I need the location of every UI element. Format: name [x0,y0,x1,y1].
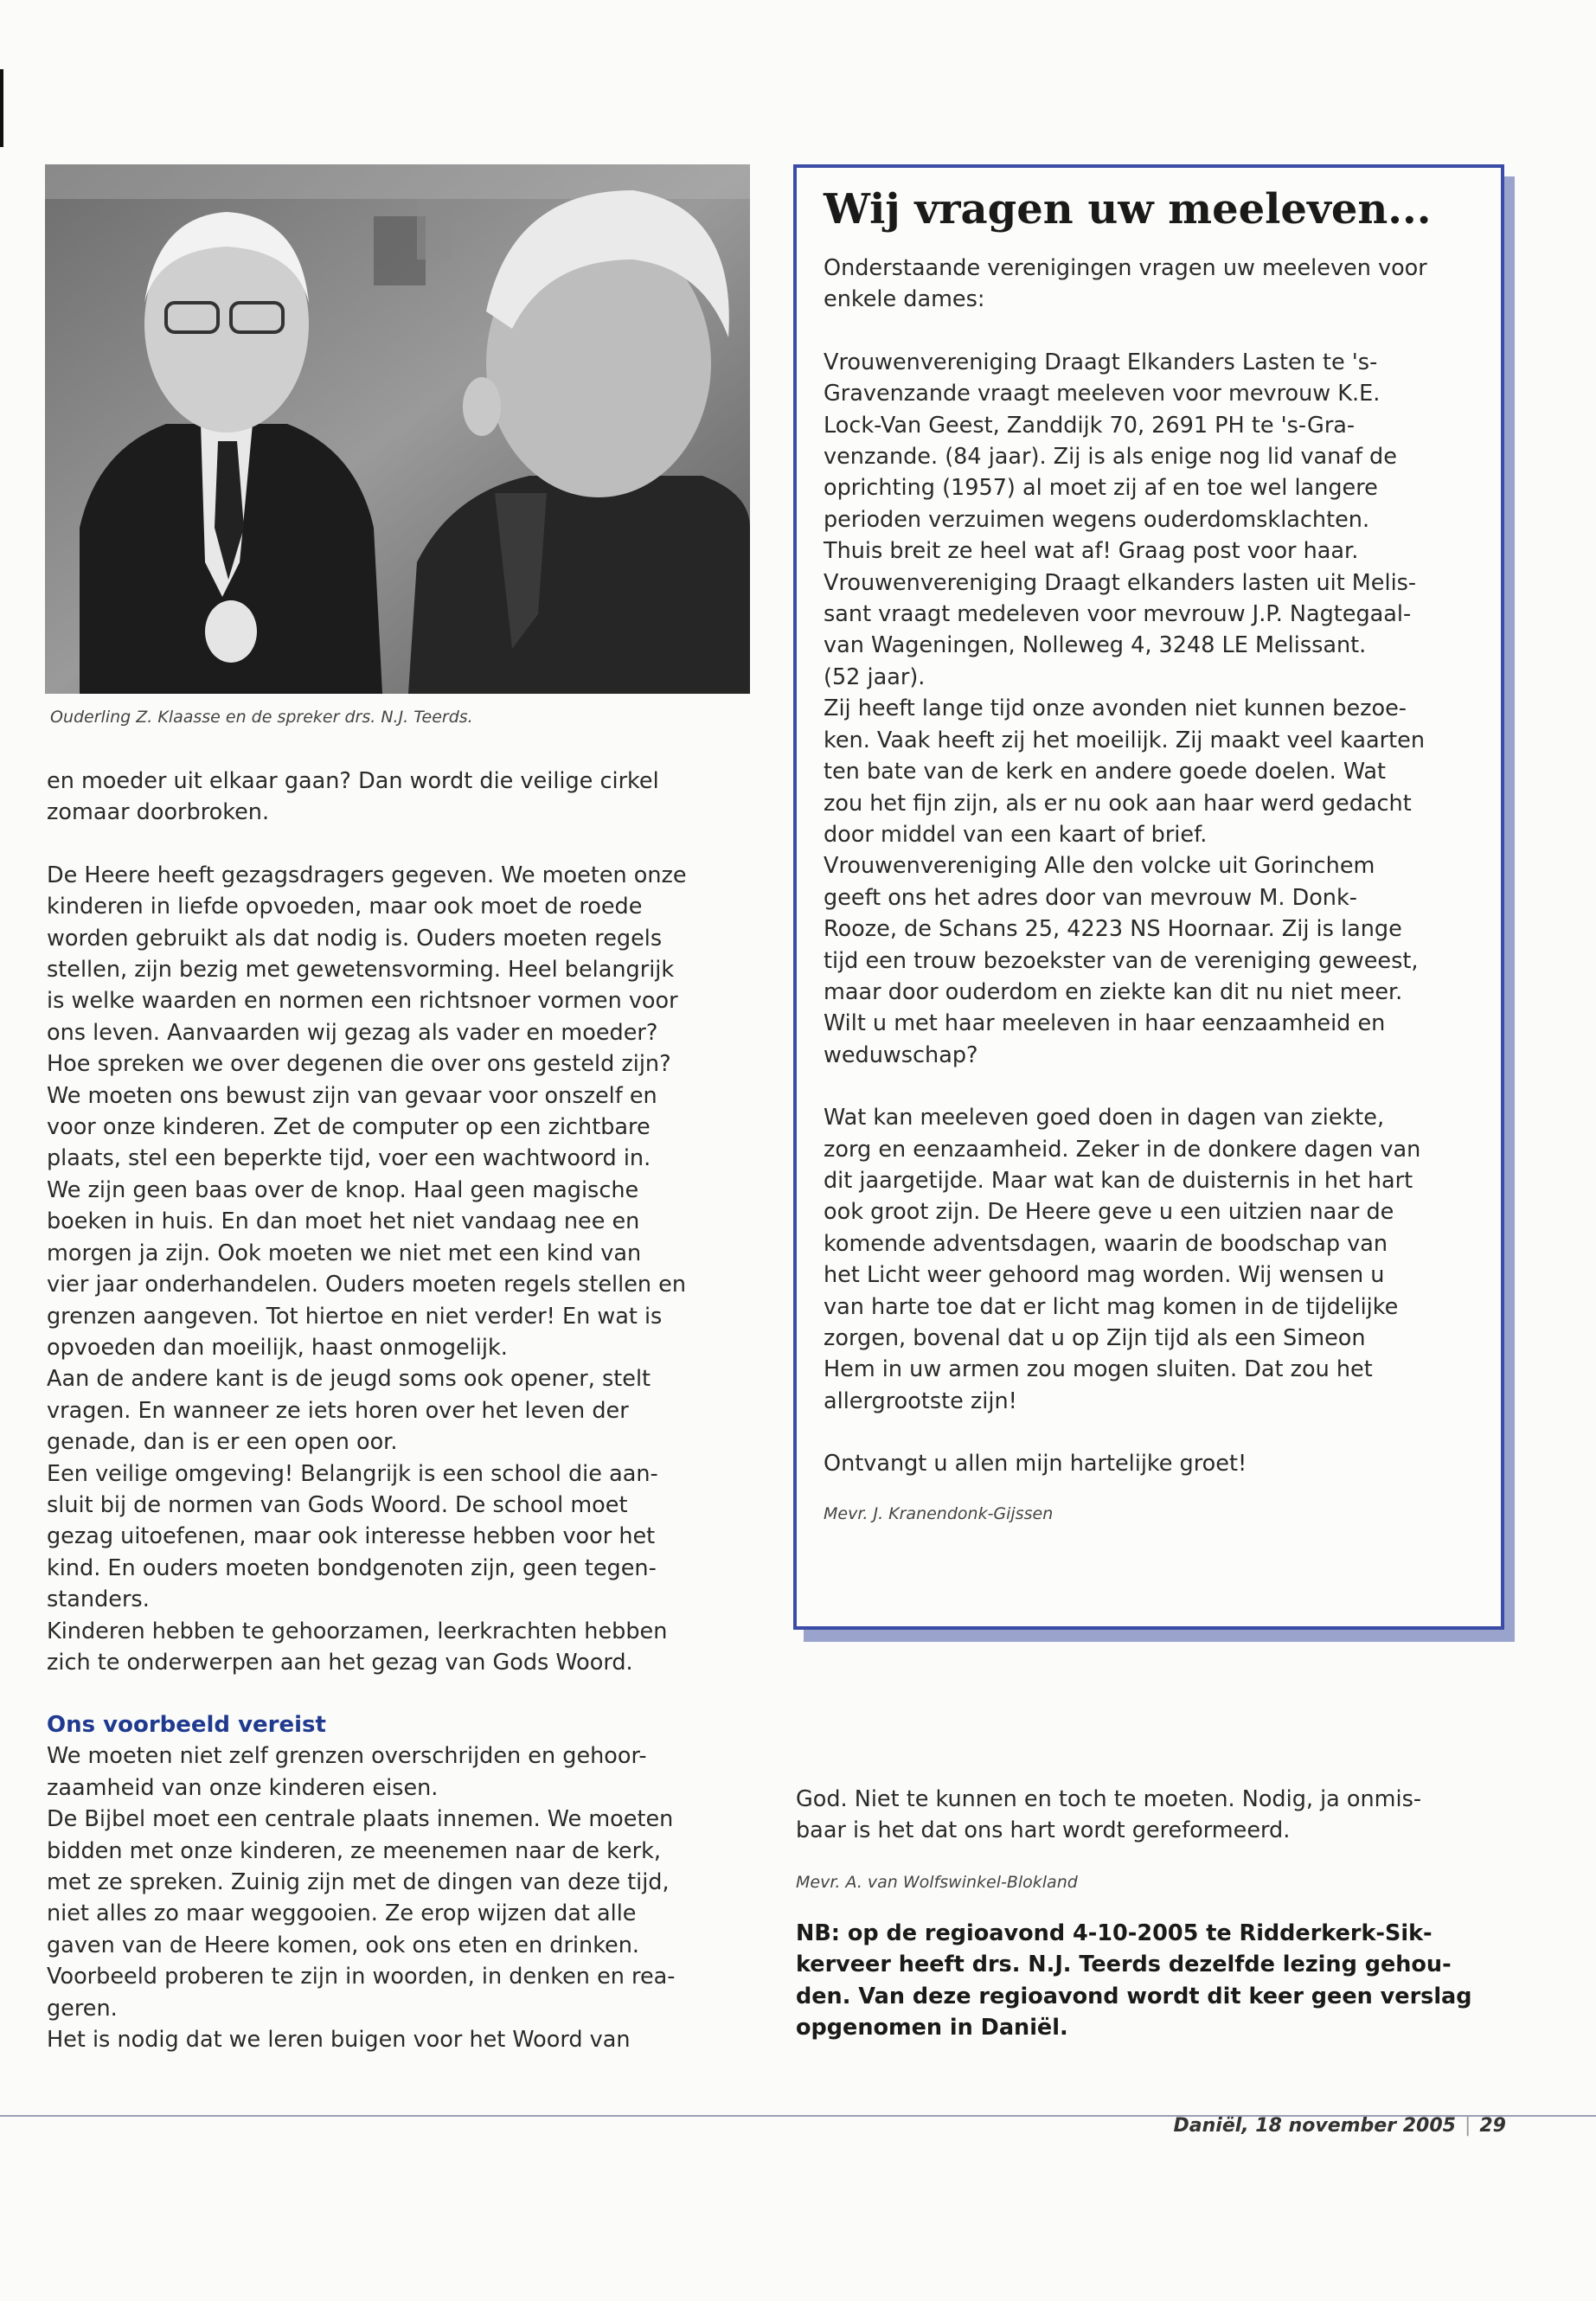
sidebar-intro [824,253,1481,316]
text-line: stellen, zijn bezig met gewetensvorming. Heel belangrijk [47,957,675,984]
page-edge-mark [0,69,3,147]
text-line: NB: op de regioavond 4-10-2005 te Ridderkerk-Sik- [796,1920,1433,1946]
left-column [47,766,752,2055]
article-signature: Mevr. A. van Wolfswinkel-Blokland [796,1872,1078,1892]
text-line: met ze spreken. Zuinig zijn met de dingen van deze tijd, [47,1869,670,1895]
text-line: We zijn geen baas over de knop. Haal geen magische [47,1176,639,1203]
text-line: komende adventsdagen, waarin de boodschap van [824,1230,1388,1257]
text-line: Hoe spreken we over degenen die over ons gesteld zijn? [47,1051,671,1078]
text-line: geren. [47,1995,118,2022]
text-line: niet alles zo maar weggooien. Ze erop wijzen dat alle [47,1900,637,1927]
text-line: opgenomen in Daniël. [796,2015,1068,2041]
text-line: tijd een trouw bezoekster van de vereniging geweest, [824,947,1419,974]
text-line: ook groot zijn. De Heere geve u een uitzien naar de [824,1199,1394,1226]
text-line: maar door ouderdom en ziekte kan dit nu niet meer. [824,978,1403,1005]
text-line: zorg en eenzaamheid. Zeker in de donkere dagen van [824,1136,1421,1163]
sidebar-box [793,164,1504,1630]
text-line: kind. En ouders moeten bondgenoten zijn, geen tegen- [47,1554,657,1581]
text-line: ken. Vaak heeft zij het moeilijk. Zij maakt veel kaarten [824,727,1426,753]
sidebar-body [824,347,1481,1071]
text-line: is welke waarden en normen een richtsnoer vormen voor [47,988,678,1015]
text-line: worden gebruikt als dat nodig is. Ouders moeten regels [47,925,663,952]
text-line: morgen ja zijn. Ook moeten we niet met een kind van [47,1240,642,1266]
text-line: Kinderen hebben te gehoorzamen, leerkrachten hebben [47,1618,668,1644]
sidebar-greeting: Ontvangt u allen mijn hartelijke groet! [824,1451,1247,1477]
photo-two-men [45,164,750,694]
text-line: allergrootste zijn! [824,1388,1017,1414]
text-line: zou het fijn zijn, als er nu ook aan haar werd gedacht [824,790,1412,817]
text-line: ons leven. Aanvaarden wij gezag als vader en moeder? [47,1019,658,1046]
right-column [796,1784,1505,2043]
text-line: Vrouwenvereniging Draagt elkanders lasten uit Melis- [824,569,1417,596]
text-line: door middel van een kaart of brief. [824,821,1208,848]
text-line: van Wageningen, Nolleweg 4, 3248 LE Melissant. [824,632,1367,659]
text-line: grenzen aangeven. Tot hiertoe en niet verder! En wat is [47,1303,663,1330]
text-line: het Licht weer gehoord mag worden. Wij wensen u [824,1262,1385,1289]
text-line: venzande. (84 jaar). Zij is als enige nog lid vanaf de [824,444,1397,471]
text-line: perioden verzuimen wegens ouderdomsklachten. [824,506,1370,533]
text-line: bidden met onze kinderen, ze meenemen naar de kerk, [47,1837,661,1864]
paragraph-example [47,1740,752,2055]
nb-note [796,1918,1505,2044]
text-line: Wilt u met haar meeleven in haar eenzaamheid en [824,1010,1386,1037]
text-line: Wat kan meeleven goed doen in dagen van ziekte, [824,1105,1385,1131]
text-line: zich te onderwerpen aan het gezag van Gods Woord. [47,1649,633,1676]
text-line: Vrouwenvereniging Alle den volcke uit Gorinchem [824,853,1375,880]
text-line: weduwschap? [824,1042,978,1068]
text-line: voor onze kinderen. Zet de computer op een zichtbare [47,1114,651,1141]
text-line: Vrouwenvereniging Draagt Elkanders Lasten te 's- [824,349,1378,375]
text-line: Het is nodig dat we leren buigen voor het Woord van [47,2027,631,2054]
page-number: 29 [1479,2115,1506,2137]
text-line: kinderen in liefde opvoeden, maar ook moet de roede [47,894,643,920]
page-footer [1174,2115,1506,2137]
text-line: en moeder uit elkaar gaan? Dan wordt die veilige cirkel [47,768,659,794]
text-line: Voorbeeld proberen te zijn in woorden, in denken en rea- [47,1964,676,1990]
text-line: van harte toe dat er licht mag komen in de tijdelijke [824,1293,1399,1320]
photo-illustration [45,164,750,694]
text-line: zomaar doorbroken. [47,799,270,826]
text-line: Lock-Van Geest, Zanddijk 70, 2691 PH te 's-Gra- [824,412,1356,439]
text-line: De Bijbel moet een centrale plaats innemen. We moeten [47,1806,674,1833]
text-line: Rooze, de Schans 25, 4223 NS Hoornaar. Zij is lange [824,916,1402,943]
text-line: ten bate van de kerk en andere goede doelen. Wat [824,759,1387,785]
text-line: baar is het dat ons hart wordt gereformeerd. [796,1817,1291,1844]
text-line: We moeten ons bewust zijn van gevaar voor onszelf en [47,1082,657,1109]
sidebar-title: Wij vragen uw meeleven... [824,185,1432,234]
text-line: oprichting (1957) al moet zij af en toe wel langere [824,475,1378,502]
text-line: De Heere heeft gezagsdragers gegeven. We moeten onze [47,862,687,888]
text-line: sluit bij de normen van Gods Woord. De school moet [47,1491,628,1518]
text-line: boeken in huis. En dan moet het niet vandaag nee en [47,1208,640,1235]
text-line: Een veilige omgeving! Belangrijk is een school die aan- [47,1460,658,1487]
text-line: God. Niet te kunnen en toch te moeten. Nodig, ja onmis- [796,1786,1422,1812]
footer-publication: Daniël, 18 november 2005 [1173,2115,1456,2137]
text-line: genade, dan is er een open oor. [47,1429,398,1456]
text-line: Thuis breit ze heel wat af! Graag post voor haar. [824,538,1359,565]
text-line: Aan de andere kant is de jeugd soms ook opener, stelt [47,1366,651,1393]
paragraph-intro [47,766,752,829]
text-line: Hem in uw armen zou mogen sluiten. Dat zou het [824,1356,1373,1383]
text-line: Onderstaande verenigingen vragen uw meeleven voor [824,255,1427,281]
text-line: gaven van de Heere komen, ook ons eten en drinken. [47,1932,640,1958]
subheading-ons-voorbeeld: Ons voorbeeld vereist [47,1712,326,1739]
sidebar-closing [824,1102,1481,1417]
footer-separator: | [1464,2115,1471,2137]
text-line: geeft ons het adres door van mevrouw M. Donk- [824,884,1357,911]
text-line: zaamheid van onze kinderen eisen. [47,1774,439,1801]
text-line: vier jaar onderhandelen. Ouders moeten regels stellen en [47,1272,687,1298]
text-line: den. Van deze regioavond wordt dit keer geen verslag [796,1983,1472,2009]
text-line: plaats, stel een beperkte tijd, voer een wachtwoord in. [47,1145,651,1172]
photo-caption: Ouderling Z. Klaasse en de spreker drs. N.J. Teerds. [50,708,473,727]
text-line: Zij heeft lange tijd onze avonden niet kunnen bezoe- [824,695,1407,722]
text-line: opvoeden dan moeilijk, haast onmogelijk. [47,1334,508,1361]
sidebar-signature: Mevr. J. Kranendonk-Gijssen [824,1503,1054,1523]
text-line: vragen. En wanneer ze iets horen over het leven der [47,1397,629,1424]
text-line: (52 jaar). [824,663,926,690]
text-line: enkele dames: [824,286,985,313]
text-line: zorgen, bovenal dat u op Zijn tijd als een Simeon [824,1325,1366,1351]
text-line: standers. [47,1586,150,1613]
paragraph-continuation [796,1784,1505,1847]
paragraph-authority [47,860,752,1679]
text-line: kerveer heeft drs. N.J. Teerds dezelfde lezing gehou- [796,1952,1452,1978]
text-line: We moeten niet zelf grenzen overschrijden en gehoor- [47,1743,647,1770]
text-line: sant vraagt medeleven voor mevrouw J.P. Nagtegaal- [824,601,1412,628]
text-line: gezag uitoefenen, maar ook interesse hebben voor het [47,1523,656,1550]
text-line: dit jaargetijde. Maar wat kan de duisternis in het hart [824,1167,1413,1194]
text-line: Gravenzande vraagt meeleven voor mevrouw K.E. [824,381,1381,407]
